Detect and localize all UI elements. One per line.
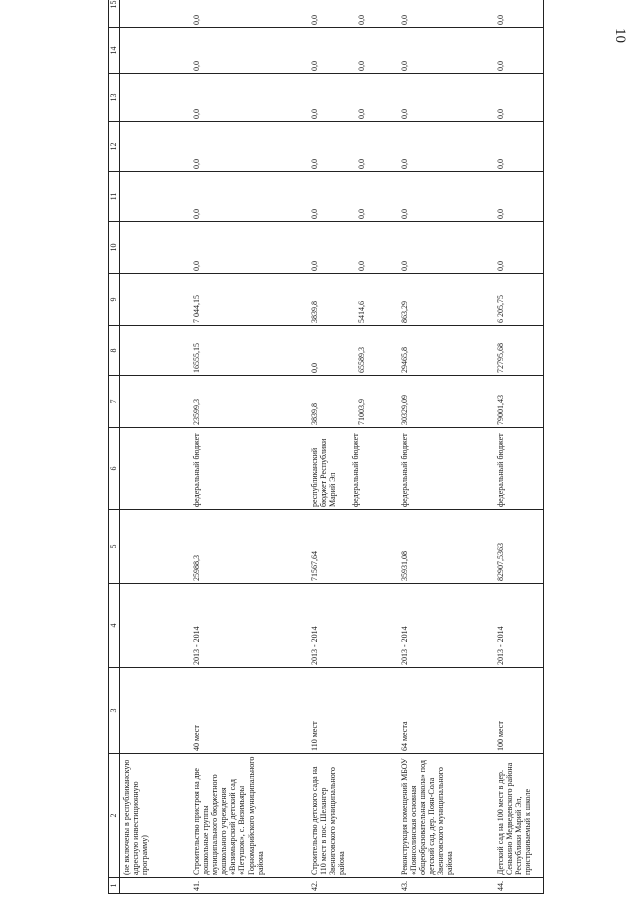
column-number-header-row <box>109 0 120 894</box>
value-col-11: 0,0 <box>398 172 494 222</box>
value-col-9: 863,29 <box>398 274 494 326</box>
value-col-13: 0,0 <box>398 74 494 122</box>
col-header-4: 4 <box>109 584 120 668</box>
object-name: Реконструкция помещений МБОУ «Поянсолинская основная общеобразовательная школа» под детский сад, дер. Поян-Сола Звениговского муниципального района <box>398 754 494 878</box>
value-col-13: 0,0 <box>356 109 366 119</box>
value-col-13: 0,0 <box>309 109 319 119</box>
value-col-15: 0,0 <box>356 15 366 25</box>
estimated-cost: 35931,08 <box>398 510 494 584</box>
col-header-14: 14 <box>109 28 120 74</box>
col-header-1: 1 <box>109 878 120 894</box>
value-col-15: 0,0 <box>190 0 308 28</box>
object-name: Строительство пристроя на две дошкольные группы муниципального бюджетного дошкольного учреждения «Визимьярский детский сад «Петушок», с. Визимьяры Горномарийского муниципального района <box>190 754 308 878</box>
funding-source: республиканский бюджет Республики Марий Эл <box>309 438 337 507</box>
value-col-13: 0,0 <box>494 74 544 122</box>
funding-source: федеральный бюджет <box>494 428 544 510</box>
table-row <box>398 0 494 894</box>
value-col-8: 65589,3 <box>356 347 366 373</box>
rotated-table-container <box>108 0 533 894</box>
col-header-9: 9 <box>109 274 120 326</box>
funding-source: федеральный бюджет <box>398 428 494 510</box>
value-col-7: 23599,3 <box>190 376 308 428</box>
value-col-7: 79001,43 <box>494 376 544 428</box>
value-col-10: 0,0 <box>398 222 494 274</box>
value-col-14: 0,0 <box>356 61 366 71</box>
value-col-11: 0,0 <box>494 172 544 222</box>
period: 2013 - 2014 <box>308 584 398 668</box>
col-header-10: 10 <box>109 222 120 274</box>
value-col-9: 6 205,75 <box>494 274 544 326</box>
capacity: 40 мест <box>190 668 308 754</box>
value-col-11: 0,0 <box>356 209 366 219</box>
col-header-12: 12 <box>109 122 120 172</box>
value-col-12: 0,0 <box>356 159 366 169</box>
row-number: 43. <box>398 878 494 894</box>
funding-source: федеральный бюджет <box>190 428 308 510</box>
value-col-15: 0,0 <box>494 0 544 28</box>
table-row-continuation <box>120 0 190 894</box>
row-number: 44. <box>494 878 544 894</box>
period: 2013 - 2014 <box>494 584 544 668</box>
value-col-8: 72795,68 <box>494 326 544 376</box>
value-col-8: 29465,8 <box>398 326 494 376</box>
col-header-2: 2 <box>109 754 120 878</box>
value-col-7: 3839,8 <box>309 403 319 425</box>
col-header-6: 6 <box>109 428 120 510</box>
capacity: 100 мест <box>494 668 544 754</box>
col-header-8: 8 <box>109 326 120 376</box>
value-col-10: 0,0 <box>190 222 308 274</box>
col-header-11: 11 <box>109 172 120 222</box>
value-col-14: 0,0 <box>190 28 308 74</box>
value-col-9: 5414,6 <box>356 301 366 323</box>
value-col-13: 0,0 <box>190 74 308 122</box>
value-col-14: 0,0 <box>494 28 544 74</box>
capacity: 110 мест <box>308 668 398 754</box>
col-header-15: 15 <box>109 0 120 28</box>
value-col-9: 7 044,15 <box>190 274 308 326</box>
row-number: 41. <box>190 878 308 894</box>
value-col-7: 30329,09 <box>398 376 494 428</box>
continuation-name: (не включены в республиканскую адресную инвестиционную программу) <box>120 754 190 878</box>
value-col-14: 0,0 <box>309 61 319 71</box>
investment-program-table <box>108 0 544 894</box>
col-header-13: 13 <box>109 74 120 122</box>
estimated-cost: 71567,64 <box>308 510 398 584</box>
value-col-10: 0,0 <box>356 261 366 271</box>
estimated-cost: 82907,5363 <box>494 510 544 584</box>
capacity: 64 места <box>398 668 494 754</box>
value-col-14: 0,0 <box>398 28 494 74</box>
object-name: Строительство детского сада на 110 мест в пос. Шелангер Звениговского муниципального района <box>308 754 398 878</box>
col-header-7: 7 <box>109 376 120 428</box>
period: 2013 - 2014 <box>398 584 494 668</box>
estimated-cost: 25988,3 <box>190 510 308 584</box>
value-col-9: 3839,8 <box>309 301 319 323</box>
funding-source: федеральный бюджет <box>351 433 361 507</box>
value-col-12: 0,0 <box>309 159 319 169</box>
table-row <box>308 0 398 894</box>
value-col-10: 0,0 <box>309 261 319 271</box>
value-col-7: 71003,9 <box>356 399 366 425</box>
col-header-3: 3 <box>109 668 120 754</box>
table-row <box>190 0 308 894</box>
value-col-8: 0,0 <box>309 363 319 373</box>
value-col-12: 0,0 <box>398 122 494 172</box>
value-col-11: 0,0 <box>190 172 308 222</box>
period: 2013 - 2014 <box>190 584 308 668</box>
value-col-12: 0,0 <box>494 122 544 172</box>
object-name: Детский сад на 100 мест в дер. Сенькино Медведевского района Республики Марий Эл, пристраиваемый к школе <box>494 754 544 878</box>
value-col-10: 0,0 <box>494 222 544 274</box>
table-row <box>494 0 544 894</box>
value-col-15: 0,0 <box>309 15 319 25</box>
value-col-8: 16555,15 <box>190 326 308 376</box>
col-header-5: 5 <box>109 510 120 584</box>
row-number: 42. <box>308 878 398 894</box>
page-number: 10 <box>612 28 628 43</box>
value-col-15: 0,0 <box>398 0 494 28</box>
value-col-11: 0,0 <box>309 209 319 219</box>
value-col-12: 0,0 <box>190 122 308 172</box>
